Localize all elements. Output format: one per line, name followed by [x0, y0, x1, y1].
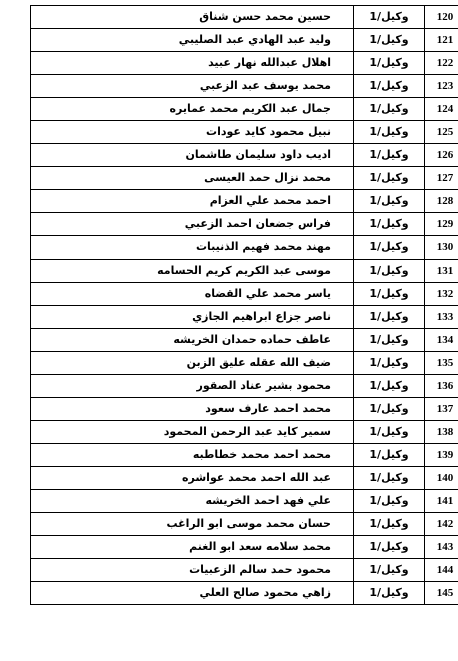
- table-row: [31, 397, 458, 420]
- table-row: [31, 374, 458, 397]
- row-number-cell: 125: [425, 121, 458, 144]
- rank-cell: وكيل/1: [354, 259, 425, 282]
- row-number-cell: 128: [425, 190, 458, 213]
- table-row: [31, 167, 458, 190]
- name-cell: محمود بشير عناد الصقور: [31, 374, 354, 397]
- row-number-cell: 138: [425, 420, 458, 443]
- row-number-cell: 129: [425, 213, 458, 236]
- row-number-cell: 131: [425, 259, 458, 282]
- row-number-cell: 143: [425, 536, 458, 559]
- rank-cell: وكيل/1: [354, 559, 425, 582]
- table-row: [31, 489, 458, 512]
- table-row: [31, 513, 458, 536]
- name-cell: محمد احمد محمد خطاطبه: [31, 443, 354, 466]
- row-number-cell: 135: [425, 351, 458, 374]
- name-cell: احمد محمد علي العزام: [31, 190, 354, 213]
- table-row: [31, 213, 458, 236]
- row-number-cell: 145: [425, 582, 458, 605]
- row-number-cell: 130: [425, 236, 458, 259]
- table-row: [31, 282, 458, 305]
- row-number-cell: 142: [425, 513, 458, 536]
- rank-cell: وكيل/1: [354, 121, 425, 144]
- table-row: [31, 536, 458, 559]
- table-row: [31, 305, 458, 328]
- row-number-cell: 144: [425, 559, 458, 582]
- rank-cell: وكيل/1: [354, 167, 425, 190]
- name-cell: محمد سلامه سعد ابو الغنم: [31, 536, 354, 559]
- table-row: [31, 98, 458, 121]
- table-row: [31, 443, 458, 466]
- name-cell: وليد عبد الهادي عبد الصليبي: [31, 29, 354, 52]
- rank-cell: وكيل/1: [354, 351, 425, 374]
- rank-cell: وكيل/1: [354, 144, 425, 167]
- rank-cell: وكيل/1: [354, 536, 425, 559]
- table-row: [31, 144, 458, 167]
- name-cell: زاهي محمود صالح العلي: [31, 582, 354, 605]
- name-cell: موسى عبد الكريم كريم الحسامه: [31, 259, 354, 282]
- rank-cell: وكيل/1: [354, 397, 425, 420]
- name-cell: محمود حمد سالم الزعبيات: [31, 559, 354, 582]
- rank-cell: وكيل/1: [354, 582, 425, 605]
- table-row: [31, 236, 458, 259]
- table-row: [31, 6, 458, 29]
- rank-cell: وكيل/1: [354, 443, 425, 466]
- rank-cell: وكيل/1: [354, 213, 425, 236]
- table-row: [31, 190, 458, 213]
- name-cell: اهلال عبدالله نهار عبيد: [31, 52, 354, 75]
- rank-cell: وكيل/1: [354, 190, 425, 213]
- rank-cell: وكيل/1: [354, 6, 425, 29]
- row-number-cell: 126: [425, 144, 458, 167]
- name-cell: ضيف الله عقله عليق الزبن: [31, 351, 354, 374]
- rank-cell: وكيل/1: [354, 513, 425, 536]
- row-number-cell: 124: [425, 98, 458, 121]
- row-number-cell: 140: [425, 466, 458, 489]
- table-row: [31, 559, 458, 582]
- rank-cell: وكيل/1: [354, 52, 425, 75]
- row-number-cell: 134: [425, 328, 458, 351]
- row-number-cell: 127: [425, 167, 458, 190]
- rank-cell: وكيل/1: [354, 29, 425, 52]
- rank-cell: وكيل/1: [354, 75, 425, 98]
- row-number-cell: 122: [425, 52, 458, 75]
- table-row: [31, 75, 458, 98]
- name-cell: ياسر محمد علي القضاه: [31, 282, 354, 305]
- table-row: [31, 259, 458, 282]
- row-number-cell: 121: [425, 29, 458, 52]
- name-cell: جمال عبد الكريم محمد عمايره: [31, 98, 354, 121]
- name-cell: ناصر جزاع ابراهيم الجازي: [31, 305, 354, 328]
- rank-cell: وكيل/1: [354, 305, 425, 328]
- row-number-cell: 120: [425, 6, 458, 29]
- rank-cell: وكيل/1: [354, 466, 425, 489]
- roster-table-body: [31, 6, 458, 605]
- table-row: [31, 582, 458, 605]
- table-row: [31, 420, 458, 443]
- row-number-cell: 141: [425, 489, 458, 512]
- row-number-cell: 139: [425, 443, 458, 466]
- row-number-cell: 132: [425, 282, 458, 305]
- name-cell: مهند محمد فهيم الذنيبات: [31, 236, 354, 259]
- rank-cell: وكيل/1: [354, 98, 425, 121]
- table-row: [31, 328, 458, 351]
- name-cell: سمير كايد عبد الرحمن المحمود: [31, 420, 354, 443]
- rank-cell: وكيل/1: [354, 374, 425, 397]
- row-number-cell: 133: [425, 305, 458, 328]
- table-row: [31, 466, 458, 489]
- table-row: [31, 121, 458, 144]
- table-row: [31, 52, 458, 75]
- name-cell: محمد نزال حمد العيسى: [31, 167, 354, 190]
- name-cell: محمد يوسف عبد الزعبي: [31, 75, 354, 98]
- name-cell: محمد احمد عارف سعود: [31, 397, 354, 420]
- name-cell: حسان محمد موسى ابو الراغب: [31, 513, 354, 536]
- name-cell: عبد الله احمد محمد عواشره: [31, 466, 354, 489]
- name-cell: فراس جضعان احمد الزعبي: [31, 213, 354, 236]
- rank-cell: وكيل/1: [354, 489, 425, 512]
- rank-cell: وكيل/1: [354, 328, 425, 351]
- name-cell: علي فهد احمد الخريشه: [31, 489, 354, 512]
- table-row: [31, 351, 458, 374]
- name-cell: نبيل محمود كايد عودات: [31, 121, 354, 144]
- name-cell: حسين محمد حسن شناق: [31, 6, 354, 29]
- rank-cell: وكيل/1: [354, 420, 425, 443]
- row-number-cell: 137: [425, 397, 458, 420]
- row-number-cell: 136: [425, 374, 458, 397]
- name-cell: عاطف حماده حمدان الخريشه: [31, 328, 354, 351]
- rank-cell: وكيل/1: [354, 282, 425, 305]
- rank-cell: وكيل/1: [354, 236, 425, 259]
- roster-table: [30, 5, 458, 605]
- row-number-cell: 123: [425, 75, 458, 98]
- table-row: [31, 29, 458, 52]
- name-cell: اديب داود سليمان طاشمان: [31, 144, 354, 167]
